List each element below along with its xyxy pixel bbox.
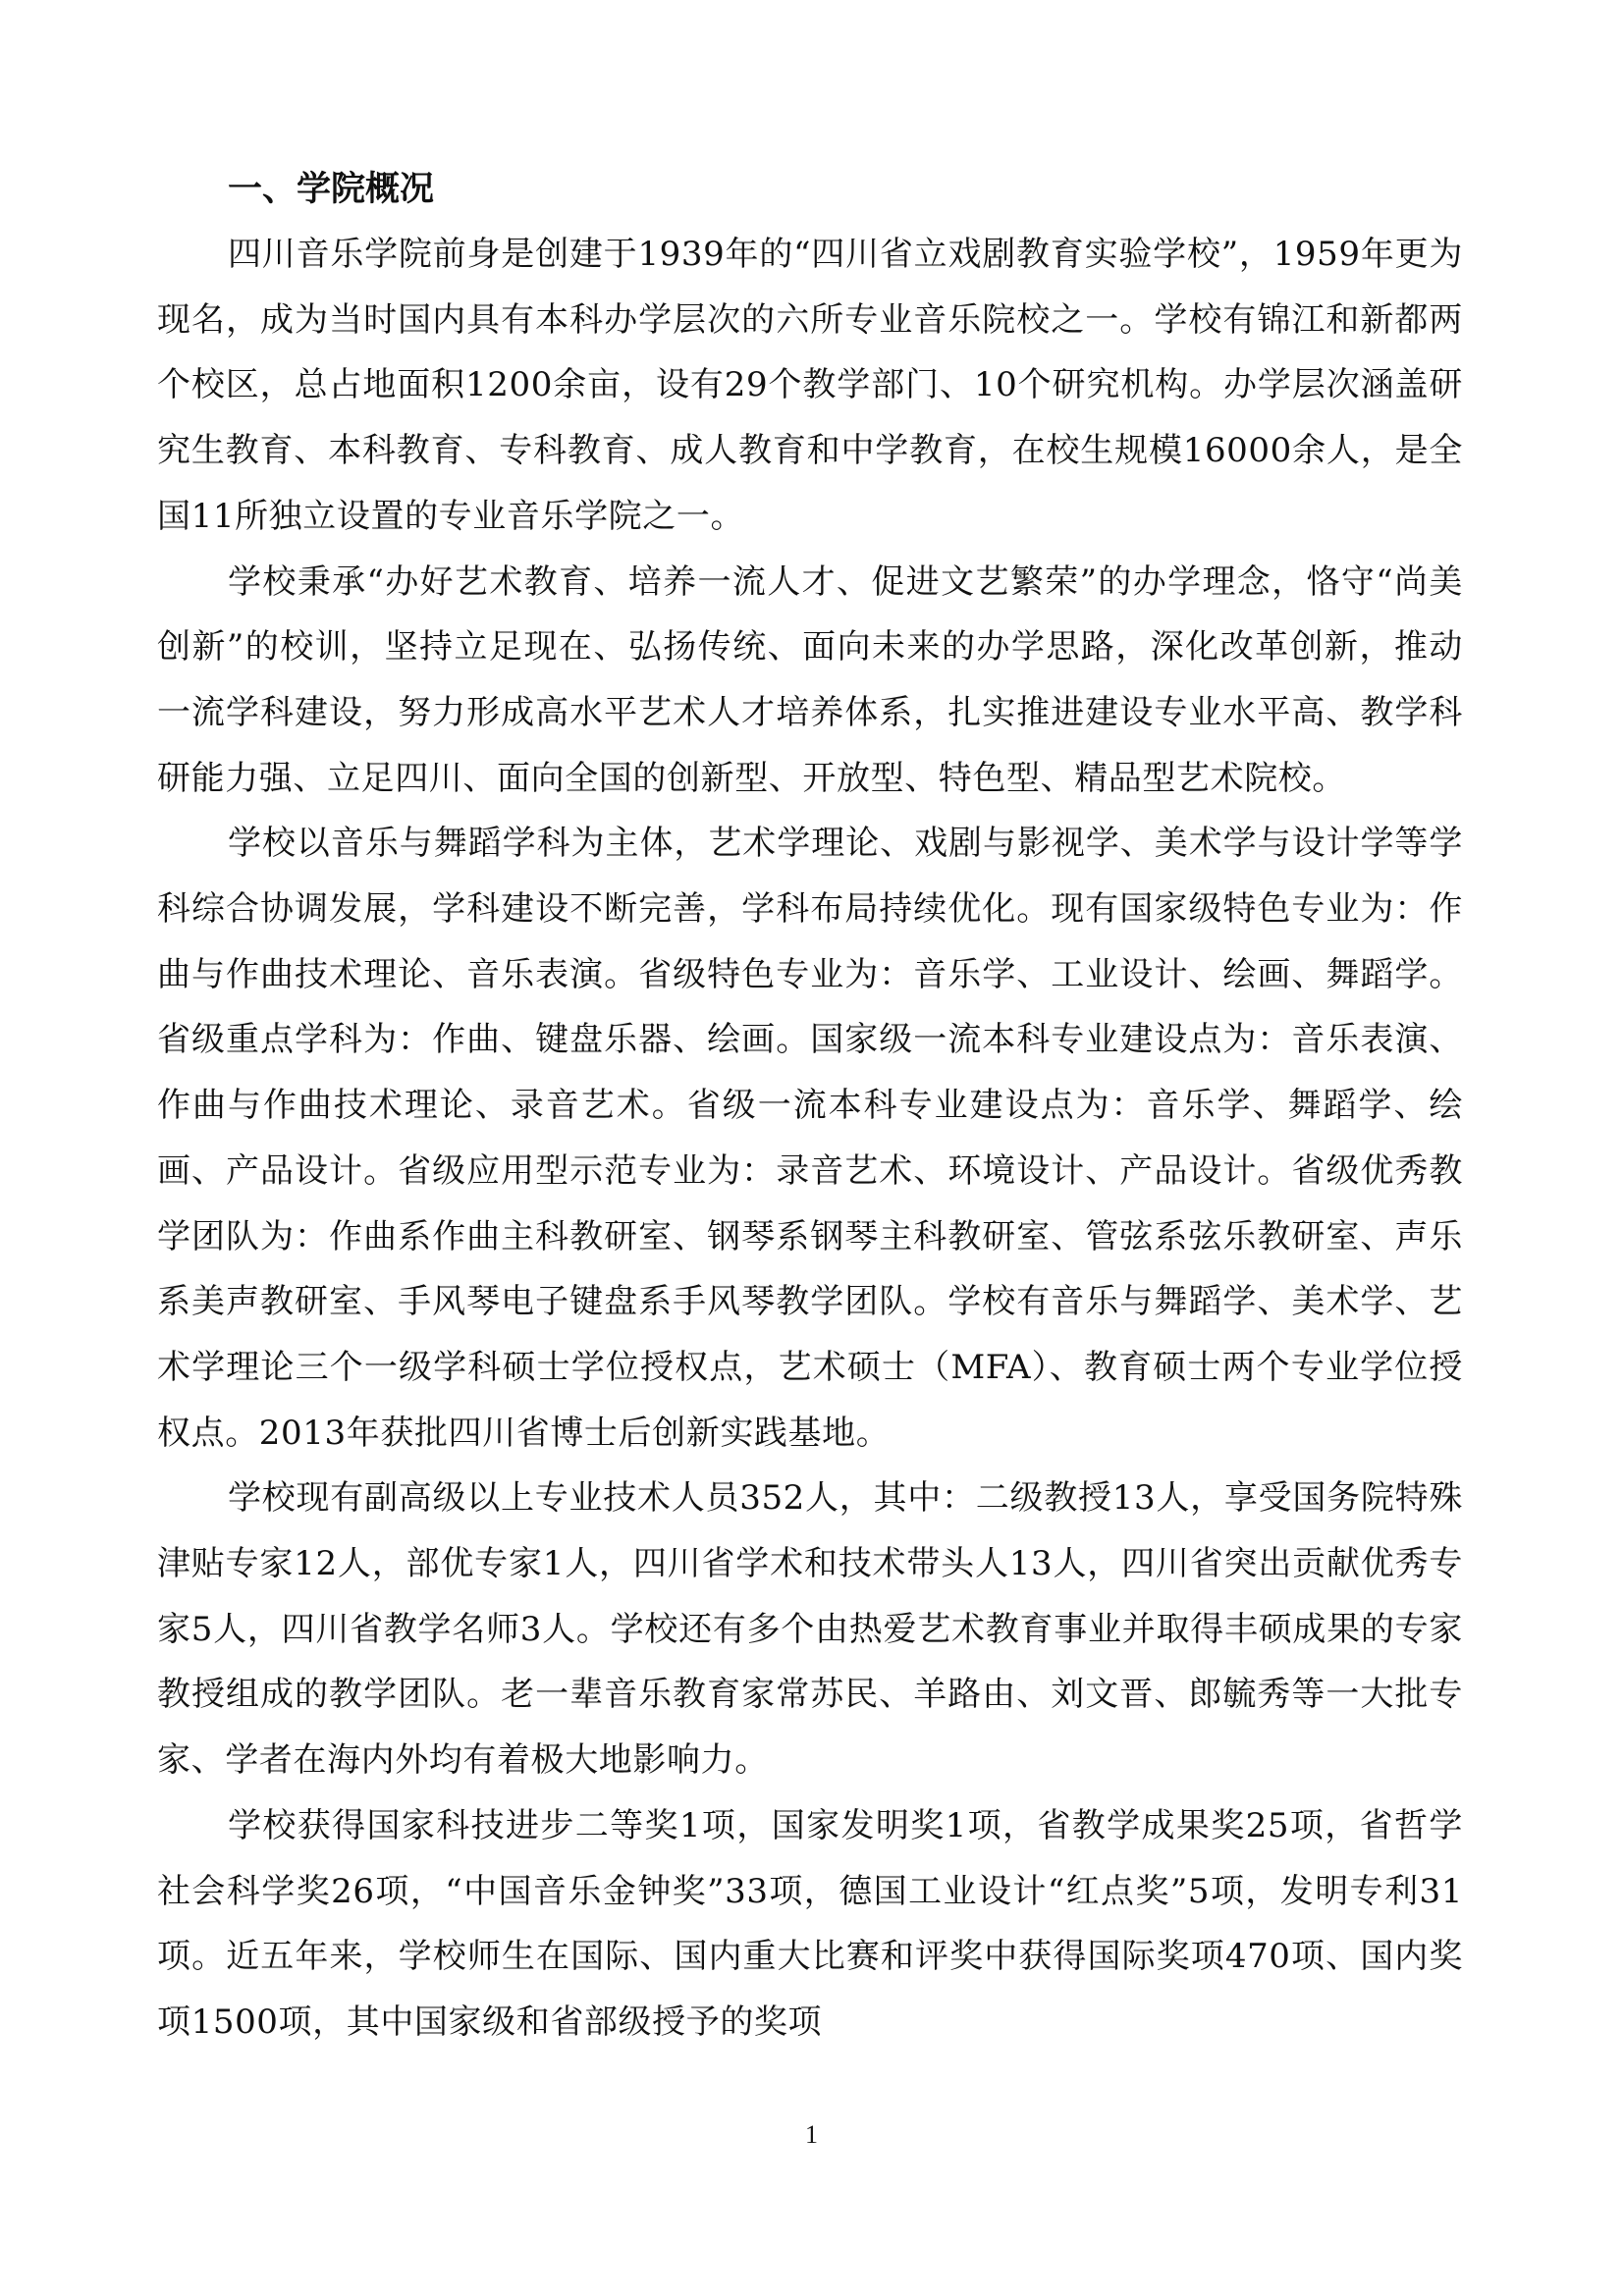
- paragraph-disciplines: 学校以音乐与舞蹈学科为主体，艺术学理论、戏剧与影视学、美术学与设计学等学科综合协调发展，学科建设不断完善，学科布局持续优化。现有国家级特色专业为：作曲与作曲技术理论、音乐表演。省级特色专业为：音乐学、工业设计、绘画、舞蹈学。省级重点学科为：作曲、键盘乐器、绘画。国家级一流本科专业建设点为：音乐表演、作曲与作曲技术理论、录音艺术。省级一流本科专业建设点为：音乐学、舞蹈学、绘画、产品设计。省级应用型示范专业为：录音艺术、环境设计、产品设计。省级优秀教学团队为：作曲系作曲主科教研室、钢琴系钢琴主科教研室、管弦系弦乐教研室、声乐系美声教研室、手风琴电子键盘系手风琴教学团队。学校有音乐与舞蹈学、美术学、艺术学理论三个一级学科硕士学位授权点，艺术硕士（MFA）、教育硕士两个专业学位授权点。2013年获批四川省博士后创新实践基地。: [157, 824, 1463, 1453]
- paragraph-awards: 学校获得国家科技进步二等奖1项，国家发明奖1项，省教学成果奖25项，省哲学社会科学奖26项，“中国音乐金钟奖”33项，德国工业设计“红点奖”5项，发明专利31项。近五年来，学校师生在国际、国内重大比赛和评奖中获得国际奖项470项、国内奖项1500项，其中国家级和省部级授予的奖项: [157, 1805, 1463, 2042]
- paragraph-faculty: 学校现有副高级以上专业技术人员352人，其中：二级教授13人，享受国务院特殊津贴专家12人，部优专家1人，四川省学术和技术带头人13人，四川省突出贡献优秀专家5人，四川省教学名师3人。学校还有多个由热爱艺术教育事业并取得丰硕成果的专家教授组成的教学团队。老一辈音乐教育家常苏民、羊路由、刘文晋、郎毓秀等一大批专家、学者在海内外均有着极大地影响力。: [157, 1478, 1463, 1781]
- page-number: 1: [805, 2120, 818, 2149]
- paragraph-history: 四川音乐学院前身是创建于1939年的“四川省立戏剧教育实验学校”，1959年更为现名，成为当时国内具有本科办学层次的六所专业音乐院校之一。学校有锦江和新都两个校区，总占地面积1200余亩，设有29个教学部门、10个研究机构。办学层次涵盖研究生教育、本科教育、专科教育、成人教育和中学教育，在校生规模16000余人，是全国11所独立设置的专业音乐学院之一。: [157, 235, 1463, 536]
- paragraph-philosophy: 学校秉承“办好艺术教育、培养一流人才、促进文艺繁荣”的办学理念，恪守“尚美创新”的校训，坚持立足现在、弘扬传统、面向未来的办学思路，深化改革创新，推动一流学科建设，努力形成高水平艺术人才培养体系，扎实推进建设专业水平高、教学科研能力强、立足四川、面向全国的创新型、开放型、特色型、精品型艺术院校。: [157, 561, 1463, 798]
- page-content: [157, 157, 1463, 2056]
- section-heading: 一、学院概况: [228, 170, 435, 209]
